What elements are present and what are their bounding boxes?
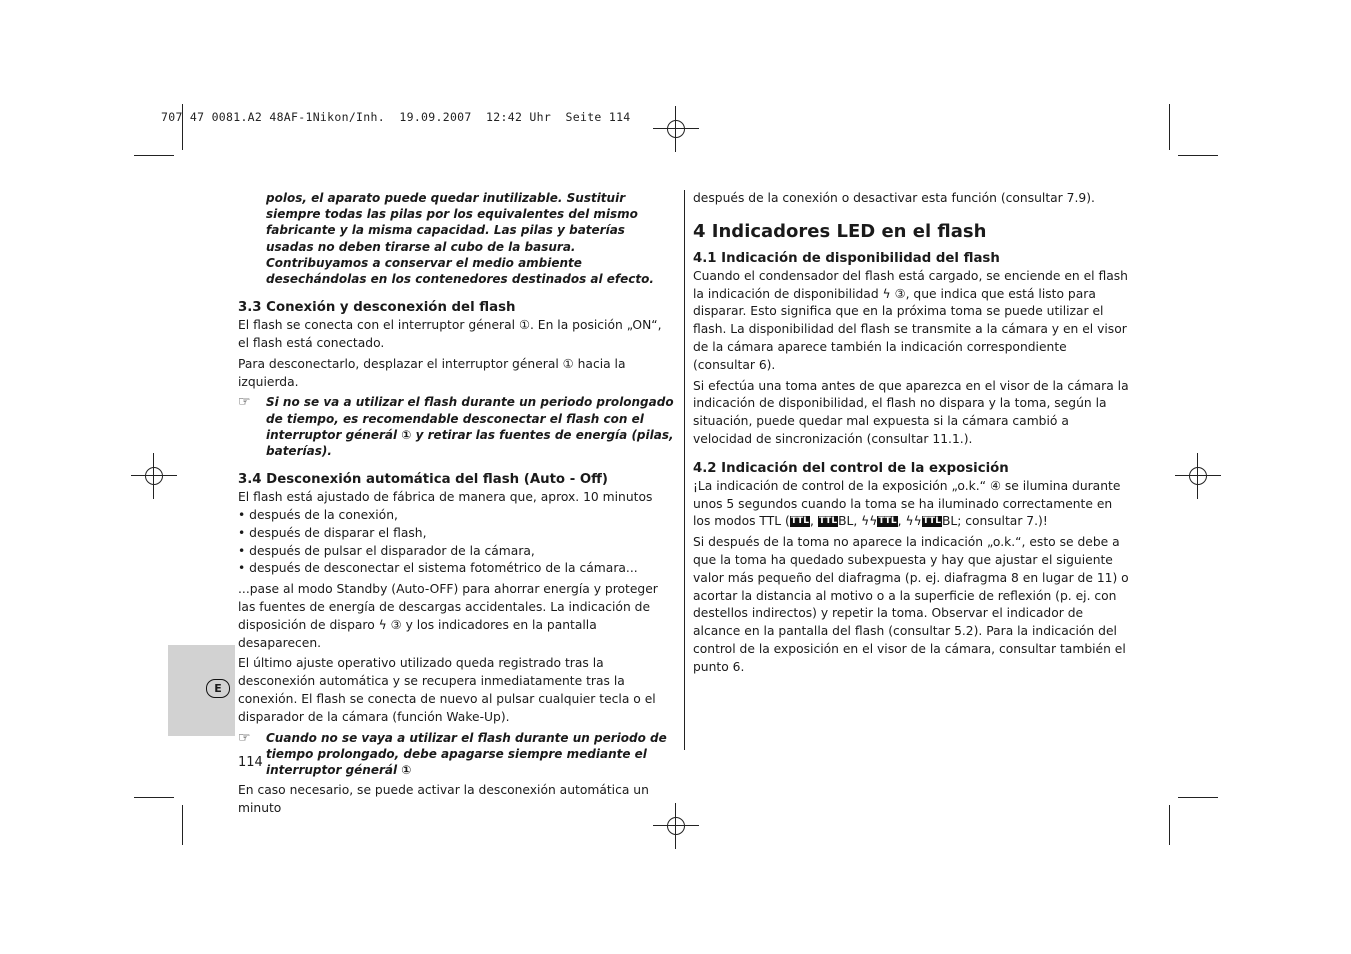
- section-3-4-p4: En caso necesario, se puede activar la desconexión automática un minuto: [238, 783, 649, 815]
- section-3-3-p1: El flash se conecta con el interruptor géneral ①. En la posición „ON“, el flash está conectado.: [238, 318, 662, 351]
- registration-mark-left: [139, 461, 169, 491]
- list-item: • después de disparar el flash,: [238, 525, 427, 540]
- section-4-title: 4 Indicadores LED en el flash: [693, 220, 987, 242]
- section-4-2-p1: ¡La indicación de control de la exposición „o.k.“ ④ se ilumina durante unos 5 segundos cuando la toma se ha iluminado correctamente en los modos TTL (TTL, TTLBL, ϟϟTTL, ϟϟTTLBL; consultar 7.)!: [693, 478, 1121, 529]
- registration-mark-top: [661, 114, 691, 144]
- page-number: 114: [238, 755, 263, 770]
- section-3-3-note: [238, 394, 674, 459]
- section-4-1-title: 4.1 Indicación de disponibilidad del flash: [693, 250, 1000, 266]
- ttl-badge: TTL: [818, 516, 838, 527]
- section-3-3-p2: Para desconectarlo, desplazar el interruptor géneral ① hacia la izquierda.: [238, 356, 626, 389]
- section-4-1-p1: Cuando el condensador del flash está cargado, se enciende en el flash la indicación de disponibilidad ϟ ③, que indica que está listo para disparar. Esto significa que en la próxima toma se puede utilizar el flash. La disponibilidad del flash se transmite a la cámara y en el visor de la cámara aparece también la indicación correspondiente (consultar 6).: [693, 268, 1128, 372]
- language-tab-label: E: [206, 679, 230, 698]
- crop-mark-left-bottom-h: [134, 797, 174, 798]
- crop-mark-left-top-h: [134, 155, 174, 156]
- section-4-2-title: 4.2 Indicación del control de la exposición: [693, 460, 1009, 476]
- list-item: • después de la conexión,: [238, 508, 398, 523]
- pointing-hand-icon: ☞: [238, 394, 251, 411]
- section-3-4-p1: El flash está ajustado de fábrica de manera que, aprox. 10 minutos: [238, 490, 653, 505]
- section-3-3-title: 3.3 Conexión y desconexión del flash: [238, 300, 516, 316]
- section-3-4-title: 3.4 Desconexión automática del flash (Auto - Off): [238, 472, 608, 488]
- registration-mark-right: [1183, 461, 1213, 491]
- ttl-badge: TTL: [922, 516, 941, 527]
- crop-mark-right-top-v: [1169, 104, 1170, 150]
- section-3-4-note: [238, 730, 674, 779]
- crop-mark-right-top-h: [1178, 155, 1218, 156]
- right-column: [693, 190, 1131, 677]
- section-3-4-p2: ...pase al modo Standby (Auto-OFF) para ahorrar energía y proteger las fuentes de energía de descargas accidentales. La indicación de disposición de disparo ϟ ③ y los indicadores en la pantalla desaparecen.: [238, 582, 658, 650]
- ttl-badge: TTL: [790, 516, 810, 527]
- crop-mark-right-bottom-v: [1169, 805, 1170, 845]
- battery-warning: polos, el aparato puede quedar inutilizable. Sustituir siempre todas las pilas por los equivalentes del mismo fabricante y la misma capacidad. Las pilas y baterías usadas no deben tirarse al cubo de la basura. Contribuyamos a conservar el medio ambiente desechándolas en los contenedores destinados al efecto.: [266, 191, 654, 287]
- section-3-3-note-text: Si no se va a utilizar el flash durante un periodo prolongado de tiempo, es recomendable desconectar el flash con el interruptor génerál ① y retirar las fuentes de energía (pilas, baterías).: [266, 395, 674, 459]
- print-slug: 707 47 0081.A2 48AF-1Nikon/Inh. 19.09.2007 12:42 Uhr Seite 114: [161, 110, 631, 124]
- crop-mark-left-bottom-v: [182, 805, 183, 845]
- ttl-badge: TTL: [878, 516, 897, 527]
- list-item: • después de pulsar el disparador de la cámara,: [238, 543, 535, 558]
- left-column: [238, 190, 674, 818]
- section-4-2-p2: Si después de la toma no aparece la indicación „o.k.“, esto se debe a que la toma ha quedado subexpuesta y hay que ajustar el siguiente valor más pequeño del diafragma (p. ej. diafragma 8 en lugar de 11) o acortar la distancia al motivo o a la superficie de reflexión (p. ej. con destellos indirectos) y repetir la toma. Observar el indicador de alcance en la pantalla del flash (consultar 5.2). Para la indicación del control de la exposición en el visor de la cámara, consultar también el punto 6.: [693, 535, 1129, 674]
- pointing-hand-icon: ☞: [238, 729, 251, 746]
- section-3-4-note-text: Cuando no se vaya a utilizar el flash durante un periodo de tiempo prolongado, debe apagarse siempre mediante el interruptor génerál ①: [266, 730, 667, 777]
- continued-text: después de la conexión o desactivar esta función (consultar 7.9).: [693, 191, 1095, 205]
- section-3-4-p3: El último ajuste operativo utilizado queda registrado tras la desconexión automática y se recupera inmediatamente tras la conexión. El flash se conecta de nuevo al pulsar cualquier tecla o el disparador de la cámara (función Wake-Up).: [238, 656, 656, 724]
- section-4-1-p2: Si efectúa una toma antes de que aparezca en el visor de la cámara la indicación de disponibilidad, el flash no dispara y la toma, según la situación, puede quedar mal expuesta si la cámara cambió a velocidad de sincronización (consultar 11.1.).: [693, 378, 1129, 446]
- crop-mark-right-bottom-h: [1178, 797, 1218, 798]
- column-divider: [684, 190, 685, 750]
- list-item: • después de desconectar el sistema fotométrico de la cámara...: [238, 561, 638, 576]
